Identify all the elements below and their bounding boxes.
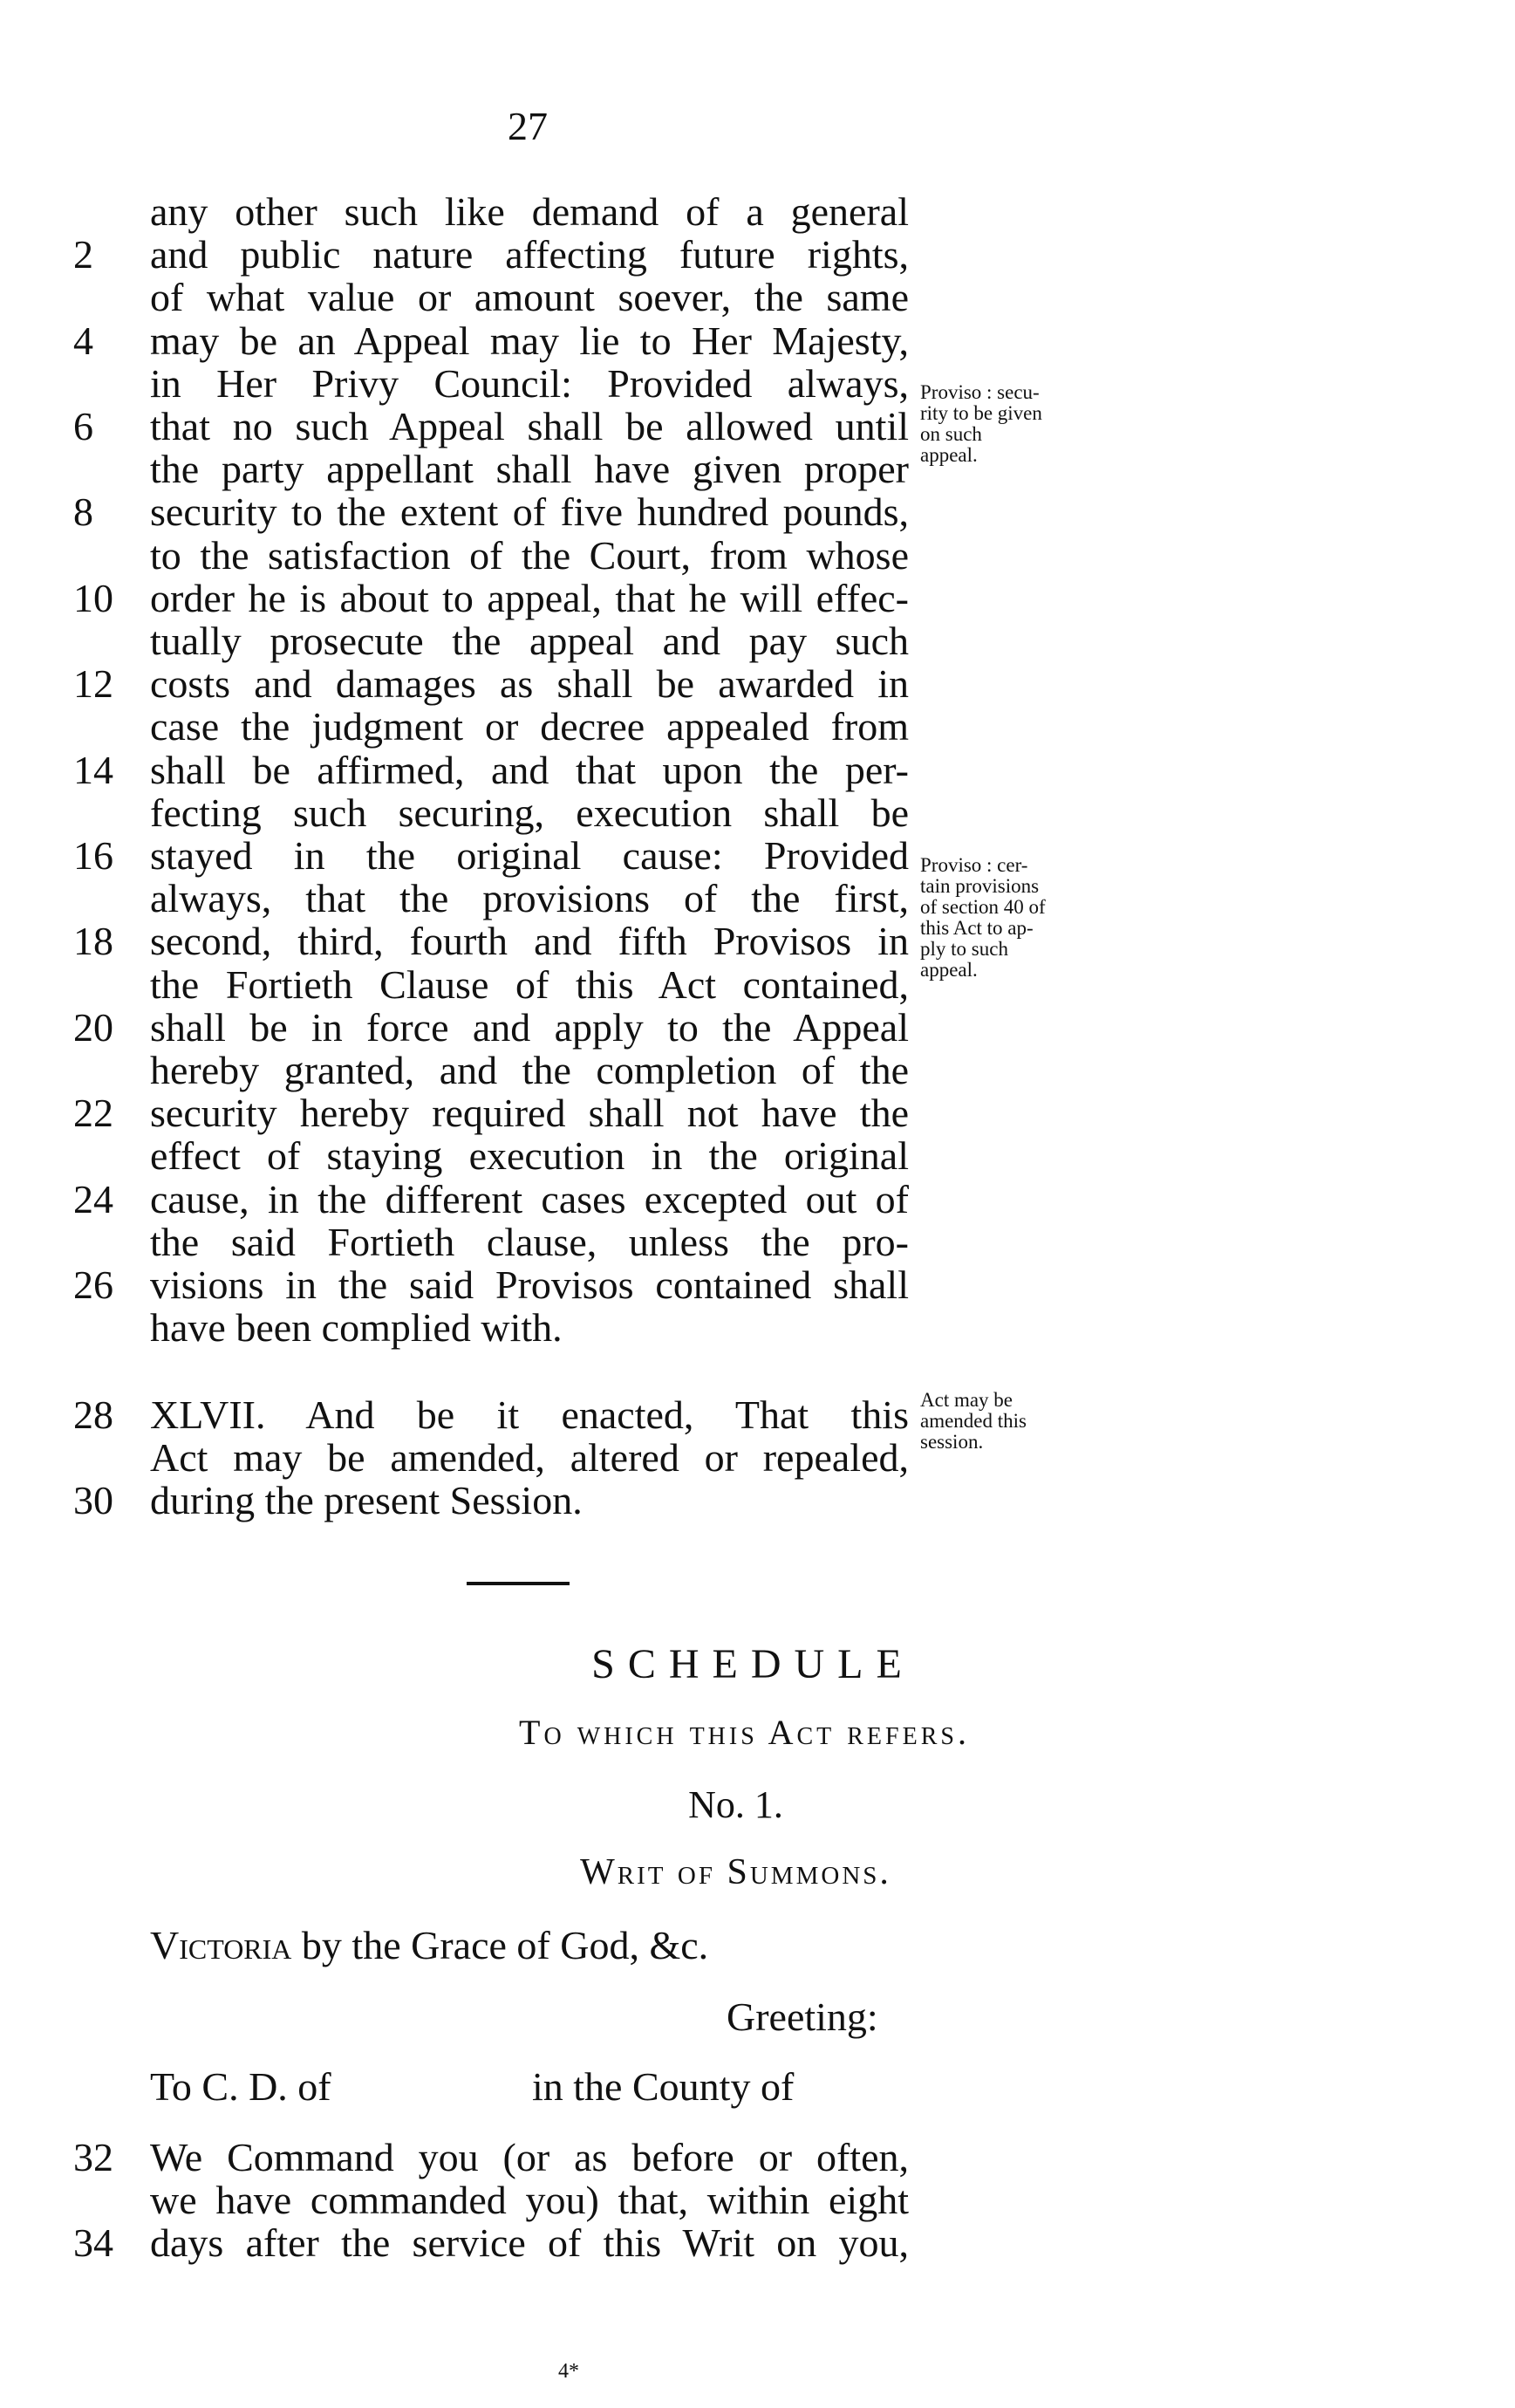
text-line: effect of staying execution in the original — [150, 1133, 909, 1179]
margin-note-provisions — [920, 855, 1121, 981]
margin-note-line: Proviso : secu- — [920, 381, 1040, 403]
text-line: that no such Appeal shall be allowed until — [150, 404, 909, 448]
margin-note-line: this Act to ap- — [920, 917, 1034, 939]
victoria-rest: by the Grace of God, &c. — [291, 1923, 709, 1967]
line-number: 14 — [73, 747, 113, 792]
line-number: 4 — [73, 318, 93, 363]
line-number: 12 — [73, 661, 113, 707]
line-number: 30 — [73, 1478, 113, 1522]
text-line: the party appellant shall have given proper — [150, 447, 909, 492]
text-line: security to the extent of five hundred pounds, — [150, 489, 909, 535]
text-line: stayed in the original cause: Provided — [150, 833, 909, 878]
text-line: to the satisfaction of the Court, from whose — [150, 532, 909, 578]
margin-note-line: on such — [920, 423, 982, 445]
line-number: 32 — [73, 2135, 113, 2179]
margin-note-line: session. — [920, 1431, 984, 1453]
text-line: and public nature affecting future rights, — [150, 232, 909, 277]
margin-note-line: Act may be — [920, 1389, 1013, 1411]
text-line: order he is about to appeal, that he will effec- — [150, 575, 909, 620]
text-line: Act may be amended, altered or repealed, — [150, 1435, 909, 1480]
line-number: 8 — [73, 489, 93, 535]
schedule-number: No. 1. — [688, 1783, 783, 1826]
text-line: may be an Appeal may lie to Her Majesty, — [150, 318, 909, 363]
writ-title: Writ of Summons. — [580, 1852, 891, 1892]
signature-mark: 4* — [558, 2360, 579, 2383]
margin-note-amendment — [920, 1390, 1121, 1453]
text-line: second, third, fourth and fifth Provisos in — [150, 919, 909, 964]
victoria-name: Victoria — [150, 1923, 292, 1967]
text-line: during the present Session. — [150, 1478, 583, 1522]
line-number: 10 — [73, 575, 113, 620]
page-number: 27 — [508, 104, 548, 148]
greeting: Greeting: — [727, 1994, 878, 2039]
margin-note-line: of section 40 of — [920, 896, 1046, 918]
margin-note-security — [920, 382, 1121, 466]
margin-note-line: ply to such — [920, 938, 1008, 960]
text-line: security hereby required shall not have the — [150, 1091, 909, 1136]
text-line: in Her Privy Council: Provided always, — [150, 360, 909, 406]
text-line: fecting such securing, execution shall be — [150, 790, 909, 835]
text-line: shall be affirmed, and that upon the per- — [150, 747, 909, 792]
text-line: always, that the provisions of the first, — [150, 876, 909, 921]
text-line: the said Fortieth clause, unless the pro- — [150, 1219, 909, 1264]
line-number: 28 — [73, 1392, 113, 1437]
text-line: hereby granted, and the completion of the — [150, 1048, 909, 1092]
text-line: visions in the said Provisos contained shall — [150, 1262, 909, 1307]
text-line: cause, in the different cases excepted out of — [150, 1176, 909, 1221]
line-number: 16 — [73, 833, 113, 878]
text-line: days after the service of this Writ on you, — [150, 2220, 909, 2265]
text-line: have been complied with. — [150, 1305, 563, 1351]
text-line: any other such like demand of a general — [150, 189, 909, 234]
margin-note-line: rity to be given — [920, 402, 1042, 424]
line-number: 34 — [73, 2220, 113, 2265]
margin-note-line: amended this — [920, 1410, 1027, 1432]
margin-note-line: tain provisions — [920, 875, 1040, 897]
line-number: 6 — [73, 404, 93, 448]
line-number: 22 — [73, 1091, 113, 1136]
text-line: tually prosecute the appeal and pay such — [150, 619, 909, 663]
text-line: We Command you (or as before or often, — [150, 2135, 909, 2179]
section-divider — [467, 1582, 570, 1585]
margin-note-line: Proviso : cer- — [920, 854, 1028, 876]
text-line: the Fortieth Clause of this Act contained, — [150, 961, 909, 1007]
margin-note-line: appeal. — [920, 959, 978, 981]
line-number: 24 — [73, 1176, 113, 1221]
text-line: case the judgment or decree appealed from — [150, 704, 909, 749]
text-line: we have commanded you) that, within eight — [150, 2178, 909, 2222]
line-number: 18 — [73, 919, 113, 964]
schedule-subheading: To which this Act refers. — [519, 1713, 970, 1752]
line-number: 26 — [73, 1262, 113, 1307]
to-county: in the County of — [532, 2064, 795, 2109]
line-number: 20 — [73, 1004, 113, 1050]
schedule-heading: SCHEDULE — [591, 1641, 915, 1687]
text-line: costs and damages as shall be awarded in — [150, 661, 909, 707]
line-number: 2 — [73, 232, 93, 277]
margin-note-line: appeal. — [920, 444, 978, 466]
text-line: XLVII. And be it enacted, That this — [150, 1392, 909, 1437]
victoria-line — [150, 1922, 708, 1968]
text-line: shall be in force and apply to the Appeal — [150, 1004, 909, 1050]
text-line: of what value or amount soever, the same — [150, 275, 909, 320]
to-addressee: To C. D. of — [150, 2064, 331, 2109]
